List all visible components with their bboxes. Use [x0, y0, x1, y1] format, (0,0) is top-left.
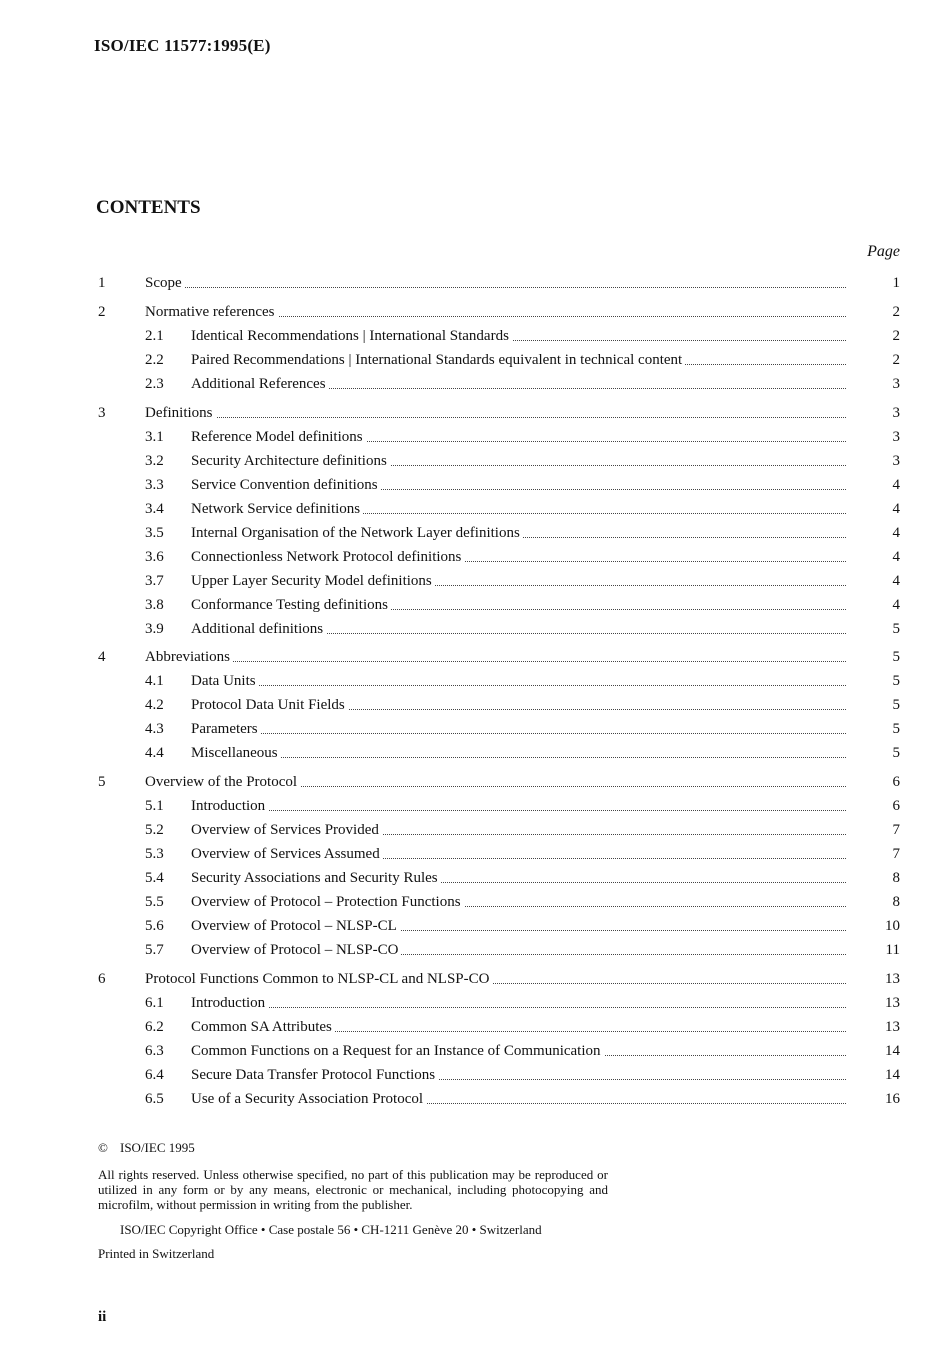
- toc-row: [0, 939, 950, 961]
- toc-number: 2.2: [145, 351, 164, 368]
- toc-number: 5.1: [145, 798, 164, 815]
- copyright-footer: [98, 1140, 608, 1261]
- rights-notice: All rights reserved. Unless otherwise specified, no part of this publication may be reproduced or utilized in any form or by any means, electronic or mechanical, including photocopying and microfilm, without permission in writing from the publisher.: [98, 1167, 608, 1212]
- toc-page-number: 8: [892, 870, 900, 887]
- toc-number: 4: [98, 649, 106, 666]
- toc-number: 5.3: [145, 846, 164, 863]
- toc-entry: [191, 915, 846, 937]
- toc-entry: [191, 522, 846, 544]
- copyright-line: [98, 1140, 608, 1155]
- toc-number: 2: [98, 303, 106, 320]
- toc-row: [0, 915, 950, 937]
- toc-label: Internal Organisation of the Network Layer definitions: [191, 525, 523, 541]
- toc-page-number: 3: [892, 404, 900, 421]
- toc-page-number: 4: [892, 596, 900, 613]
- toc-number: 5.7: [145, 942, 164, 959]
- toc-number: 4.1: [145, 673, 164, 690]
- toc-number: 4.3: [145, 721, 164, 738]
- toc-label: Overview of Services Provided: [191, 822, 382, 838]
- toc-page-number: 6: [892, 774, 900, 791]
- copyright-symbol: ©: [98, 1140, 108, 1155]
- toc-label: Protocol Data Unit Fields: [191, 697, 348, 713]
- toc-row: [0, 819, 950, 841]
- toc-number: 5.4: [145, 870, 164, 887]
- toc-entry: [191, 373, 846, 395]
- toc-number: 3.7: [145, 572, 164, 589]
- toc-entry: [191, 1016, 846, 1038]
- toc-page-number: 4: [892, 500, 900, 517]
- toc-page-number: 5: [892, 649, 900, 666]
- toc-row: [0, 718, 950, 740]
- toc-row: [0, 1016, 950, 1038]
- toc-entry: [145, 402, 846, 424]
- toc-row: [0, 402, 950, 424]
- toc-entry: [191, 843, 846, 865]
- toc-number: 3.6: [145, 548, 164, 565]
- toc-number: 2.1: [145, 327, 164, 344]
- toc-page-number: 5: [892, 697, 900, 714]
- toc-number: 6.2: [145, 1019, 164, 1035]
- toc-number: 4.2: [145, 697, 164, 714]
- toc-entry: [145, 968, 846, 990]
- toc-label: Service Convention definitions: [191, 477, 381, 493]
- toc-number: 5: [98, 774, 106, 791]
- toc-entry: [191, 819, 846, 841]
- toc-label: Overview of the Protocol: [145, 774, 300, 790]
- toc-entry: [191, 1088, 846, 1110]
- toc-number: 6.4: [145, 1067, 164, 1083]
- toc-row: [0, 795, 950, 817]
- toc-row: [0, 1064, 950, 1086]
- toc-number: 5.2: [145, 822, 164, 839]
- toc-row: [0, 594, 950, 616]
- toc-page-number: 4: [892, 572, 900, 589]
- toc-entry: [191, 546, 846, 568]
- toc-page-number: 5: [892, 620, 900, 637]
- page-number: ii: [98, 1309, 107, 1325]
- toc-row: [0, 546, 950, 568]
- toc-label: Overview of Protocol – Protection Functions: [191, 894, 464, 910]
- toc-row: [0, 325, 950, 347]
- toc-label: Additional References: [191, 376, 329, 392]
- toc-page-number: 3: [892, 428, 900, 445]
- toc-label: Secure Data Transfer Protocol Functions: [191, 1067, 438, 1083]
- toc-label: Security Architecture definitions: [191, 453, 390, 469]
- toc-page-number: 7: [892, 822, 900, 839]
- toc-row: [0, 373, 950, 395]
- toc-row: [0, 570, 950, 592]
- toc-entry: [145, 301, 846, 323]
- toc-label: Additional definitions: [191, 621, 326, 637]
- toc-label: Overview of Services Assumed: [191, 846, 383, 862]
- toc-entry: [191, 867, 846, 889]
- toc-label: Introduction: [191, 995, 268, 1011]
- toc-page-number: 4: [892, 548, 900, 565]
- toc-row: [0, 1088, 950, 1110]
- toc-row: [0, 670, 950, 692]
- toc-label: Data Units: [191, 673, 259, 689]
- toc-entry: [191, 474, 846, 496]
- toc-number: 2.3: [145, 375, 164, 392]
- toc-page-number: 11: [885, 942, 900, 959]
- toc-number: 3.9: [145, 620, 164, 637]
- toc-label: Overview of Protocol – NLSP-CO: [191, 942, 401, 958]
- toc-page-number: 14: [885, 1043, 900, 1059]
- page-column-label: Page: [867, 243, 900, 260]
- toc-entry: [191, 594, 846, 616]
- toc-page-number: 1: [892, 275, 900, 291]
- toc-number: 3.8: [145, 596, 164, 613]
- toc-label: Use of a Security Association Protocol: [191, 1091, 426, 1107]
- toc-page-number: 3: [892, 452, 900, 469]
- toc-row: [0, 891, 950, 913]
- toc-label: Security Associations and Security Rules: [191, 870, 441, 886]
- toc-number: 6.3: [145, 1043, 164, 1059]
- toc-label: Conformance Testing definitions: [191, 597, 391, 613]
- toc-label: Connectionless Network Protocol definitions: [191, 549, 464, 565]
- toc-entry: [191, 325, 846, 347]
- toc-number: 3.3: [145, 476, 164, 493]
- toc-page-number: 16: [885, 1091, 900, 1107]
- toc-label: Reference Model definitions: [191, 429, 366, 445]
- toc-page-number: 5: [892, 745, 900, 762]
- toc-entry: [191, 694, 846, 716]
- toc-number: 6.1: [145, 995, 164, 1011]
- toc-entry: [191, 1040, 846, 1062]
- toc-number: 5.5: [145, 894, 164, 911]
- toc-page-number: 5: [892, 721, 900, 738]
- toc-entry: [145, 272, 846, 294]
- contents-title: CONTENTS: [96, 197, 201, 218]
- toc-entry: [191, 1064, 846, 1086]
- toc-number: 4.4: [145, 745, 164, 762]
- toc-row: [0, 349, 950, 371]
- toc-row: [0, 992, 950, 1014]
- toc-page-number: 10: [885, 918, 900, 935]
- toc-label: Definitions: [145, 405, 216, 421]
- toc-label: Normative references: [145, 304, 278, 320]
- toc-label: Abbreviations: [145, 649, 233, 665]
- toc-page-number: 13: [885, 971, 900, 987]
- toc-entry: [191, 795, 846, 817]
- printed-in: Printed in Switzerland: [98, 1246, 215, 1261]
- toc-label: Miscellaneous: [191, 745, 281, 761]
- toc-label: Protocol Functions Common to NLSP-CL and NLSP-CO: [145, 971, 492, 987]
- toc-entry: [191, 670, 846, 692]
- toc-label: Common SA Attributes: [191, 1019, 335, 1035]
- toc-number: 1: [98, 275, 106, 291]
- toc-entry: [145, 771, 846, 793]
- toc-entry: [191, 992, 846, 1014]
- toc-entry: [191, 618, 846, 640]
- toc-row: [0, 694, 950, 716]
- toc-number: 3.2: [145, 452, 164, 469]
- toc-page-number: 13: [885, 995, 900, 1011]
- toc-page-number: 7: [892, 846, 900, 863]
- toc-row: [0, 1040, 950, 1062]
- toc-row: [0, 742, 950, 764]
- toc-label: Common Functions on a Request for an Instance of Communication: [191, 1043, 604, 1059]
- toc-label: Parameters: [191, 721, 261, 737]
- toc-entry: [145, 646, 846, 668]
- toc-label: Network Service definitions: [191, 501, 363, 517]
- toc-page-number: 4: [892, 476, 900, 493]
- toc-row: [0, 843, 950, 865]
- toc-row: [0, 646, 950, 668]
- toc-row: [0, 522, 950, 544]
- toc-entry: [191, 426, 846, 448]
- toc-entry: [191, 939, 846, 961]
- toc-number: 3.4: [145, 500, 164, 517]
- toc-page-number: 4: [892, 524, 900, 541]
- toc-row: [0, 867, 950, 889]
- toc-page-number: 5: [892, 673, 900, 690]
- copyright-office-address: ISO/IEC Copyright Office • Case postale 56 • CH-1211 Genève 20 • Switzerland: [120, 1222, 542, 1237]
- toc-number: 6: [98, 971, 106, 987]
- toc-entry: [191, 718, 846, 740]
- toc-number: 6.5: [145, 1091, 164, 1107]
- toc-page-number: 3: [892, 375, 900, 392]
- toc-page-number: 6: [892, 798, 900, 815]
- toc-row: [0, 301, 950, 323]
- copyright-text: ISO/IEC 1995: [120, 1140, 195, 1155]
- toc-label: Scope: [145, 275, 185, 291]
- toc-number: 3.1: [145, 428, 164, 445]
- toc-label: Paired Recommendations | International Standards equivalent in technical content: [191, 352, 685, 368]
- toc-row: [0, 968, 950, 990]
- toc-page-number: 2: [892, 351, 900, 368]
- toc-row: [0, 450, 950, 472]
- toc-row: [0, 498, 950, 520]
- toc-row: [0, 474, 950, 496]
- toc-label: Identical Recommendations | International Standards: [191, 328, 512, 344]
- toc-page-number: 14: [885, 1067, 900, 1083]
- toc-row: [0, 618, 950, 640]
- toc-label: Upper Layer Security Model definitions: [191, 573, 435, 589]
- toc-entry: [191, 349, 846, 371]
- toc-entry: [191, 498, 846, 520]
- toc-entry: [191, 570, 846, 592]
- toc-label: Introduction: [191, 798, 268, 814]
- toc-entry: [191, 742, 846, 764]
- toc-page-number: 8: [892, 894, 900, 911]
- toc-page-number: 13: [885, 1019, 900, 1035]
- toc-row: [0, 272, 950, 294]
- toc-number: 3.5: [145, 524, 164, 541]
- toc-entry: [191, 450, 846, 472]
- document-id: ISO/IEC 11577:1995(E): [94, 36, 271, 55]
- toc-page-number: 2: [892, 327, 900, 344]
- toc-entry: [191, 891, 846, 913]
- toc-number: 5.6: [145, 918, 164, 935]
- toc-row: [0, 771, 950, 793]
- toc-row: [0, 426, 950, 448]
- toc-label: Overview of Protocol – NLSP-CL: [191, 918, 400, 934]
- toc-page-number: 2: [892, 303, 900, 320]
- toc-number: 3: [98, 404, 106, 421]
